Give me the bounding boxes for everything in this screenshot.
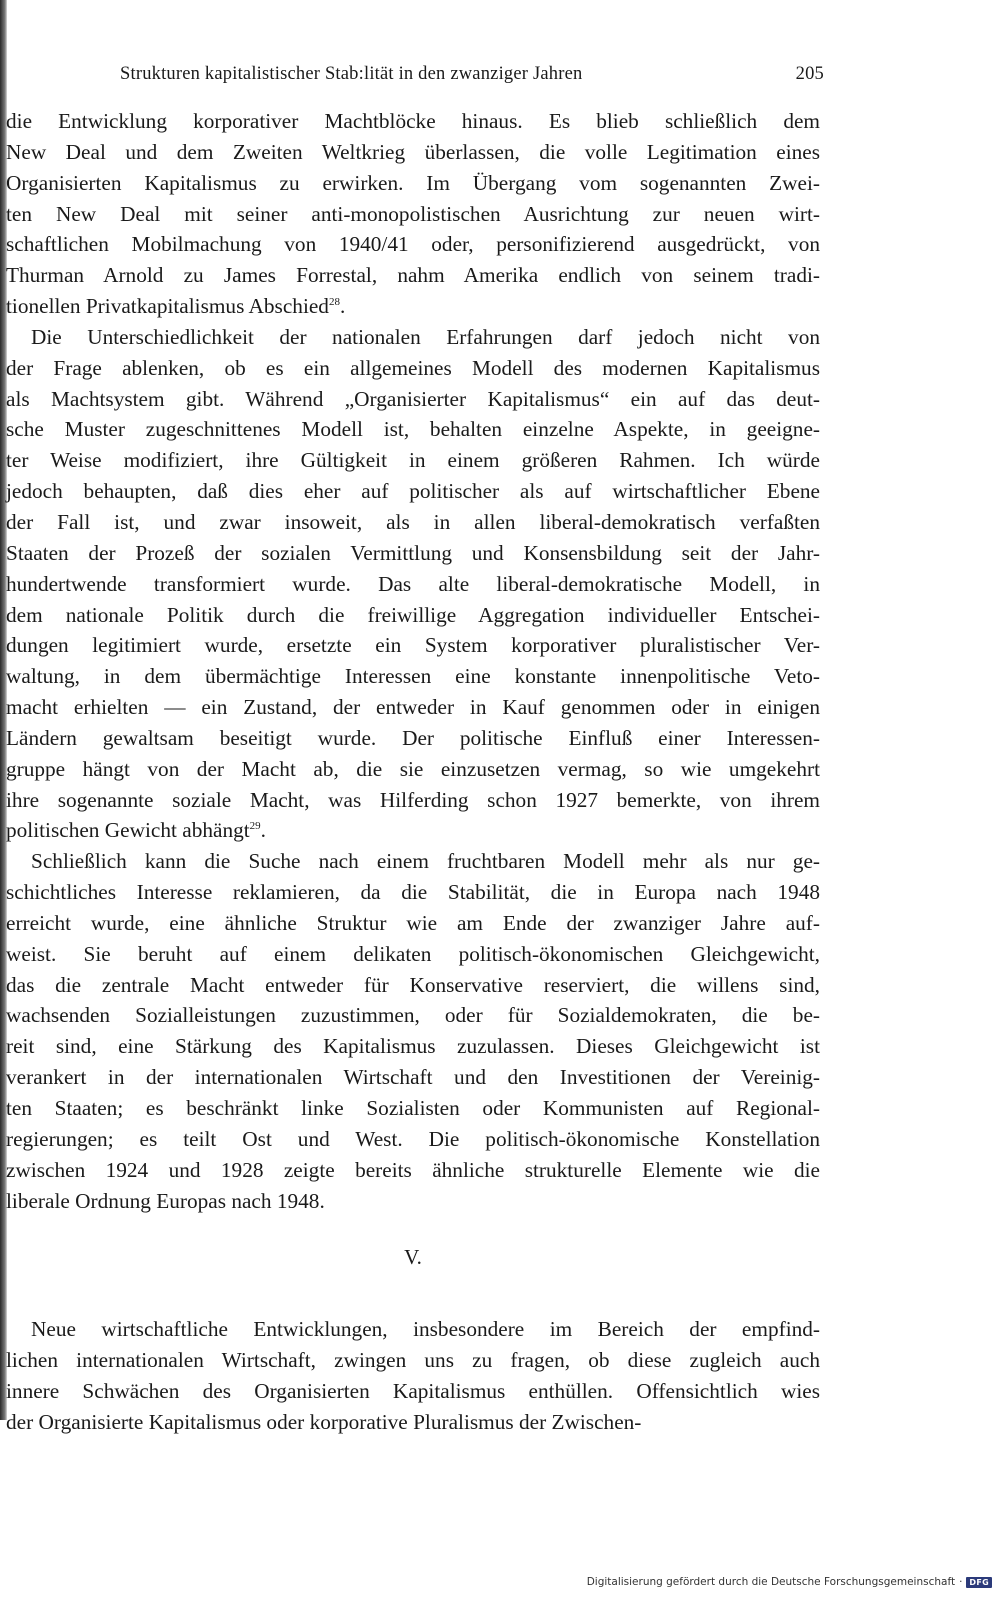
line-text: die Entwicklung korporativer Machtblöcke hinaus. Es blieb schließlich dem xyxy=(6,109,820,133)
line-text: zwischen 1924 und 1928 zeigte bereits ähnliche strukturelle Elemente wie die xyxy=(6,1157,820,1182)
text-line xyxy=(6,476,820,507)
text-line xyxy=(6,815,820,846)
paragraph-2 xyxy=(6,322,820,846)
text-line xyxy=(6,754,820,785)
line-text: das die zentrale Macht entweder für Konservative reserviert, die willens sind, xyxy=(6,972,820,997)
line-text: reit sind, eine Stärkung des Kapitalismus zuzulassen. Dieses Gleichgewicht ist xyxy=(6,1034,820,1059)
line-text: Thurman Arnold zu James Forrestal, nahm Amerika endlich von seinem tradi- xyxy=(6,263,820,288)
line-text: innere Schwächen des Organisierten Kapitalismus enthüllen. Offensichtlich wies xyxy=(6,1379,820,1404)
text-line xyxy=(6,199,820,230)
text-line xyxy=(6,1031,820,1062)
line-text: Organisierten Kapitalismus zu erwirken. Im Übergang vom sogenannten Zwei- xyxy=(6,170,820,195)
text-line xyxy=(6,1314,820,1345)
text-line xyxy=(6,322,820,353)
text-line xyxy=(6,260,820,291)
text-line xyxy=(6,600,820,631)
text-line xyxy=(6,785,820,816)
text-line xyxy=(6,1155,820,1186)
line-text: Die Unterschiedlichkeit der nationalen Erfahrungen darf jedoch nicht von xyxy=(31,324,820,349)
text-line xyxy=(6,414,820,445)
text-line xyxy=(6,569,820,600)
text-line xyxy=(6,877,820,908)
footnote-reference: 28 xyxy=(328,296,340,309)
line-text: als Machtsystem gibt. Während „Organisierter Kapitalismus“ ein auf das deut- xyxy=(6,386,820,411)
line-text: Ländern gewaltsam beseitigt wurde. Der politische Einfluß einer Interessen- xyxy=(6,725,820,750)
line-text: verankert in der internationalen Wirtschaft und den Investitionen der Vereinig- xyxy=(6,1065,820,1090)
line-text: macht erhielten — ein Zustand, der entweder in Kauf genommen oder in einigen xyxy=(6,695,820,720)
line-text: liberale Ordnung Europas nach 1948. xyxy=(6,1188,325,1213)
line-text: lichen internationalen Wirtschaft, zwingen uns zu fragen, ob diese zugleich auch xyxy=(6,1348,820,1373)
text-line xyxy=(6,445,820,476)
line-text: schaftlichen Mobilmachung von 1940/41 oder, personifizierend ausgedrückt, von xyxy=(6,232,820,257)
text-line xyxy=(6,723,820,754)
page-body xyxy=(6,106,820,1438)
text-line xyxy=(6,353,820,384)
line-text: jedoch behaupten, daß dies eher auf politischer als auf wirtschaftlicher Ebene xyxy=(6,479,820,504)
page-number: 205 xyxy=(795,64,824,84)
line-text: ten Staaten; es beschränkt linke Sozialisten oder Kommunisten auf Regional- xyxy=(6,1096,820,1120)
line-text: New Deal und dem Zweiten Weltkrieg überlassen, die volle Legitimation eines xyxy=(6,139,820,164)
text-line xyxy=(6,106,820,137)
line-text: erreicht wurde, eine ähnliche Struktur wie am Ende der zwanziger Jahre auf- xyxy=(6,910,820,935)
text-line xyxy=(6,630,820,661)
text-line xyxy=(6,1062,820,1093)
paragraph-3 xyxy=(6,846,820,1216)
line-text: schichtliches Interesse reklamieren, da die Stabilität, die in Europa nach 1948 xyxy=(6,880,820,905)
text-line xyxy=(6,939,820,970)
text-line xyxy=(6,1376,820,1407)
line-text: der Organisierte Kapitalismus oder korporative Pluralismus der Zwischen- xyxy=(6,1409,642,1434)
text-line xyxy=(6,692,820,723)
dfg-logo-icon: DFG xyxy=(966,1577,992,1588)
text-line xyxy=(6,384,820,415)
line-text: hundertwende transformiert wurde. Das alte liberal-demokratische Modell, in xyxy=(6,571,820,596)
line-punctuation: . xyxy=(339,294,346,319)
line-punctuation: . xyxy=(260,818,266,843)
text-line xyxy=(6,1124,820,1155)
digitization-note: Digitalisierung gefördert durch die Deutsche Forschungsgemeinschaft · DFG xyxy=(587,1576,992,1588)
line-text: sche Muster zugeschnittenes Modell ist, behalten einzelne Aspekte, in geeigne- xyxy=(6,417,820,442)
text-line xyxy=(6,1000,820,1031)
line-text: politischen Gewicht abhängt xyxy=(6,818,250,843)
text-line xyxy=(6,1186,820,1217)
text-line xyxy=(6,137,820,168)
text-line xyxy=(6,168,820,199)
running-head-title: Strukturen kapitalistischer Stab:lität in den zwanziger Jahren xyxy=(120,64,583,84)
line-text: wachsenden Sozialleistungen zuzustimmen, oder für Sozialdemokraten, die be- xyxy=(6,1003,820,1028)
line-text: Schließlich kann die Suche nach einem fruchtbaren Modell mehr als nur ge- xyxy=(31,849,820,874)
text-line xyxy=(6,661,820,692)
text-line xyxy=(6,229,820,260)
line-text: ihre sogenannte soziale Macht, was Hilferding schon 1927 bemerkte, von ihrem xyxy=(6,787,820,812)
digitization-note-text: Digitalisierung gefördert durch die Deutsche Forschungsgemeinschaft xyxy=(586,1576,956,1588)
line-text: der Frage ablenken, ob es ein allgemeines Modell des modernen Kapitalismus xyxy=(6,355,820,380)
line-text: ten New Deal mit seiner anti-monopolistischen Ausrichtung zur neuen wirt- xyxy=(6,201,820,226)
footnote-reference: 29 xyxy=(249,820,261,833)
line-text: weist. Sie beruht auf einem delikaten politisch-ökonomischen Gleichgewicht, xyxy=(6,941,820,966)
text-line xyxy=(6,507,820,538)
text-line xyxy=(6,538,820,569)
paragraph-4 xyxy=(6,1314,820,1437)
line-text: waltung, in dem übermächtige Interessen eine konstante innenpolitische Veto- xyxy=(6,664,820,689)
line-text: dem nationale Politik durch die freiwillige Aggregation individueller Entschei- xyxy=(6,602,820,627)
text-line xyxy=(6,908,820,939)
text-line xyxy=(6,1093,820,1124)
line-text: Staaten der Prozeß der sozialen Vermittlung und Konsensbildung seit der Jahr- xyxy=(6,540,820,565)
section-heading: V. xyxy=(404,1245,422,1270)
text-line xyxy=(6,1407,820,1438)
line-text: gruppe hängt von der Macht ab, die sie einzusetzen vermag, so wie umgekehrt xyxy=(6,756,820,781)
text-line xyxy=(6,970,820,1001)
line-text: Neue wirtschaftliche Entwicklungen, insbesondere im Bereich der empfind- xyxy=(31,1317,820,1342)
line-text: der Fall ist, und zwar insoweit, als in allen liberal-demokratisch verfaßten xyxy=(6,509,820,534)
line-text: dungen legitimiert wurde, ersetzte ein System korporativer pluralistischer Ver- xyxy=(6,633,820,658)
text-line xyxy=(6,1345,820,1376)
text-line xyxy=(6,291,820,322)
line-text: regierungen; es teilt Ost und West. Die politisch-ökonomische Konstellation xyxy=(6,1126,820,1151)
text-line xyxy=(6,846,820,877)
paragraph-1 xyxy=(6,106,820,322)
line-text: ter Weise modifiziert, ihre Gültigkeit in einem größeren Rahmen. Ich würde xyxy=(6,448,820,473)
line-text: tionellen Privatkapitalismus Abschied xyxy=(6,294,329,319)
